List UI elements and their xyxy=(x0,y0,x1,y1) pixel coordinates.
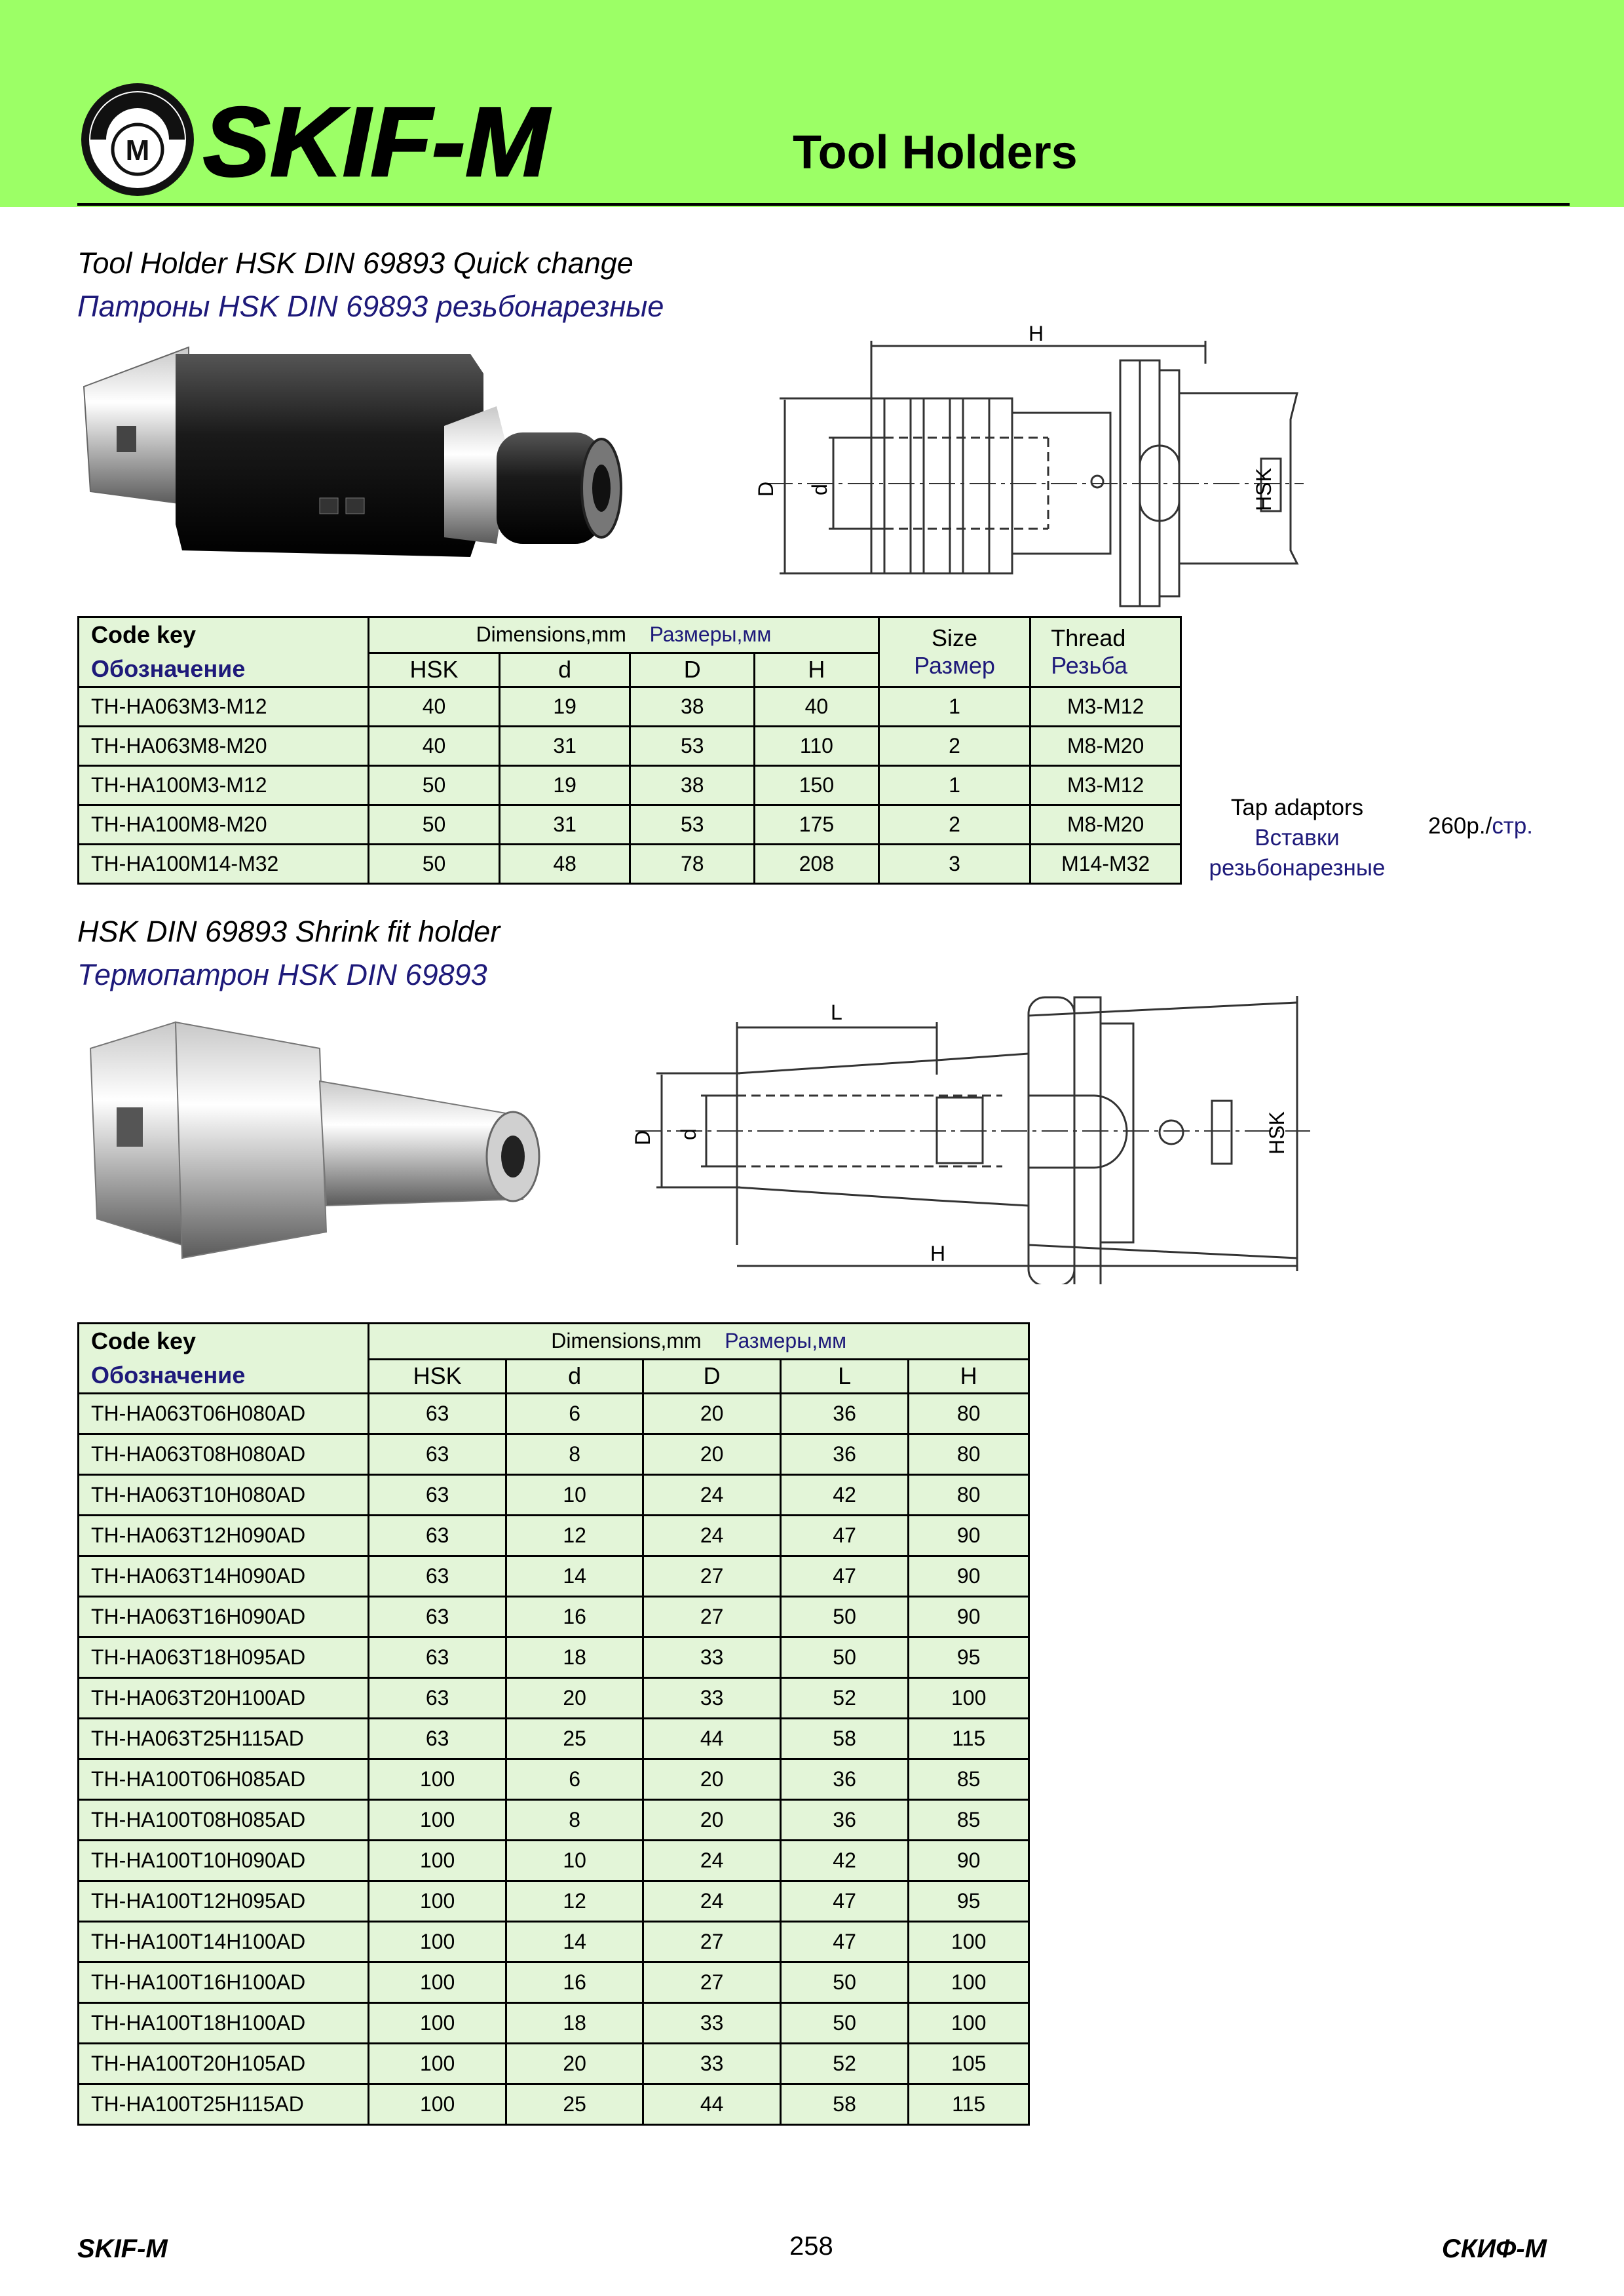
table2-value-cell: 16 xyxy=(506,1962,643,2003)
table2-value-cell: 42 xyxy=(780,1475,909,1516)
table2-value-cell: 33 xyxy=(643,2003,780,2044)
table2-value-cell: 80 xyxy=(909,1434,1029,1475)
table-row xyxy=(79,845,1181,884)
table2-col-hsk: HSK xyxy=(369,1359,506,1393)
svg-text:H: H xyxy=(1029,322,1044,345)
table2-code-cell: TH-HA100T06H085AD xyxy=(79,1759,369,1800)
table2-value-cell: 50 xyxy=(780,1637,909,1678)
table1-code-cell: TH-HA100M14-M32 xyxy=(79,845,369,884)
table2-col-D: D xyxy=(643,1359,780,1393)
table1-value-cell: 2 xyxy=(878,805,1030,845)
table-row xyxy=(79,2003,1029,2044)
table2-value-cell: 63 xyxy=(369,1597,506,1637)
table2-value-cell: 50 xyxy=(780,1962,909,2003)
table2-code-cell: TH-HA100T12H095AD xyxy=(79,1881,369,1922)
table1-value-cell: M3-M12 xyxy=(1030,766,1181,805)
shrink-fit-holder-photo xyxy=(77,1009,549,1271)
table2-value-cell: 100 xyxy=(369,2044,506,2084)
shrink-fit-spec-table xyxy=(77,1322,1030,2126)
table2-value-cell: 100 xyxy=(909,2003,1029,2044)
table2-code-cell: TH-HA100T18H100AD xyxy=(79,2003,369,2044)
table2-value-cell: 95 xyxy=(909,1881,1029,1922)
table1-dimensions-header: Dimensions,mm Размеры,мм xyxy=(369,617,879,653)
table1-value-cell: 48 xyxy=(499,845,630,884)
table2-value-cell: 18 xyxy=(506,1637,643,1678)
table-row xyxy=(79,1475,1029,1516)
table2-code-cell: TH-HA063T20H100AD xyxy=(79,1678,369,1719)
table-row xyxy=(79,1637,1029,1678)
svg-text:D: D xyxy=(631,1130,654,1145)
table1-value-cell: 1 xyxy=(878,766,1030,805)
table2-value-cell: 24 xyxy=(643,1841,780,1881)
table1-value-cell: M14-M32 xyxy=(1030,845,1181,884)
table1-value-cell: 53 xyxy=(630,727,755,766)
table2-value-cell: 27 xyxy=(643,1556,780,1597)
table2-value-cell: 47 xyxy=(780,1556,909,1597)
table2-value-cell: 50 xyxy=(780,2003,909,2044)
table2-value-cell: 10 xyxy=(506,1475,643,1516)
table2-code-cell: TH-HA100T14H100AD xyxy=(79,1922,369,1962)
table-row xyxy=(79,1881,1029,1922)
table2-value-cell: 100 xyxy=(369,1962,506,2003)
table2-value-cell: 100 xyxy=(369,2003,506,2044)
table2-code-cell: TH-HA100T20H105AD xyxy=(79,2044,369,2084)
table2-col-L: L xyxy=(780,1359,909,1393)
table1-size-header: Size Размер xyxy=(878,617,1030,687)
table2-value-cell: 105 xyxy=(909,2044,1029,2084)
table1-value-cell: 53 xyxy=(630,805,755,845)
tap-adaptors-price: 260р./стр. xyxy=(1428,813,1534,839)
table1-value-cell: 50 xyxy=(369,766,500,805)
table-row xyxy=(79,805,1181,845)
table2-value-cell: 50 xyxy=(780,1597,909,1637)
table2-value-cell: 25 xyxy=(506,1719,643,1759)
table2-value-cell: 63 xyxy=(369,1637,506,1678)
table2-value-cell: 115 xyxy=(909,2084,1029,2125)
table2-code-cell: TH-HA063T14H090AD xyxy=(79,1556,369,1597)
table2-value-cell: 100 xyxy=(369,1881,506,1922)
table-row xyxy=(79,2044,1029,2084)
table1-value-cell: 19 xyxy=(499,766,630,805)
table2-value-cell: 18 xyxy=(506,2003,643,2044)
table2-value-cell: 100 xyxy=(369,1759,506,1800)
table1-col-H: H xyxy=(755,653,879,687)
table2-value-cell: 20 xyxy=(643,1800,780,1841)
table2-value-cell: 36 xyxy=(780,1394,909,1434)
skif-m-logo xyxy=(77,77,556,202)
table1-code-cell: TH-HA100M8-M20 xyxy=(79,805,369,845)
table2-value-cell: 44 xyxy=(643,2084,780,2125)
table2-value-cell: 52 xyxy=(780,1678,909,1719)
table1-value-cell: 110 xyxy=(755,727,879,766)
table2-value-cell: 100 xyxy=(909,1922,1029,1962)
table2-value-cell: 85 xyxy=(909,1759,1029,1800)
table2-value-cell: 63 xyxy=(369,1394,506,1434)
table2-code-cell: TH-HA063T06H080AD xyxy=(79,1394,369,1434)
table2-value-cell: 63 xyxy=(369,1719,506,1759)
table2-value-cell: 44 xyxy=(643,1719,780,1759)
table2-value-cell: 33 xyxy=(643,1678,780,1719)
table1-value-cell: 50 xyxy=(369,805,500,845)
svg-text:HSK: HSK xyxy=(1265,1111,1289,1155)
table1-code-key-header: Code key Обозначение xyxy=(79,617,369,687)
table2-code-cell: TH-HA100T10H090AD xyxy=(79,1841,369,1881)
table2-value-cell: 14 xyxy=(506,1556,643,1597)
table-row xyxy=(79,1759,1029,1800)
svg-text:D: D xyxy=(754,481,778,497)
table2-value-cell: 95 xyxy=(909,1637,1029,1678)
table-row xyxy=(79,727,1181,766)
table-row xyxy=(79,1597,1029,1637)
table1-value-cell: 38 xyxy=(630,687,755,727)
table1-value-cell: 38 xyxy=(630,766,755,805)
table2-code-cell: TH-HA063T16H090AD xyxy=(79,1597,369,1637)
table2-value-cell: 100 xyxy=(369,1841,506,1881)
table2-value-cell: 8 xyxy=(506,1434,643,1475)
svg-text:L: L xyxy=(831,1001,842,1024)
svg-text:d: d xyxy=(677,1128,700,1140)
table2-value-cell: 24 xyxy=(643,1881,780,1922)
table2-value-cell: 47 xyxy=(780,1922,909,1962)
table1-value-cell: 40 xyxy=(369,727,500,766)
table-row xyxy=(79,1962,1029,2003)
quick-change-holder-drawing xyxy=(753,315,1317,622)
section1-title-en: Tool Holder HSK DIN 69893 Quick change xyxy=(77,246,633,280)
table2-value-cell: 12 xyxy=(506,1881,643,1922)
table2-value-cell: 36 xyxy=(780,1759,909,1800)
table2-value-cell: 16 xyxy=(506,1597,643,1637)
table1-col-D: D xyxy=(630,653,755,687)
table2-value-cell: 90 xyxy=(909,1841,1029,1881)
section2-title-ru: Термопатрон HSK DIN 69893 xyxy=(77,958,487,991)
table2-code-key-header: Code key Обозначение xyxy=(79,1324,369,1394)
table1-value-cell: 208 xyxy=(755,845,879,884)
svg-text:d: d xyxy=(808,484,831,495)
table1-value-cell: 31 xyxy=(499,727,630,766)
table2-value-cell: 47 xyxy=(780,1516,909,1556)
table2-code-cell: TH-HA100T16H100AD xyxy=(79,1962,369,2003)
table-row xyxy=(79,2084,1029,2125)
table2-value-cell: 80 xyxy=(909,1475,1029,1516)
tap-adaptors-note: Tap adaptors Вставки резьбонарезные xyxy=(1209,795,1386,881)
page-number: 258 xyxy=(789,2232,833,2261)
table2-value-cell: 10 xyxy=(506,1841,643,1881)
table2-value-cell: 100 xyxy=(369,1922,506,1962)
table2-value-cell: 63 xyxy=(369,1678,506,1719)
table1-code-cell: TH-HA063M3-M12 xyxy=(79,687,369,727)
table2-code-cell: TH-HA063T18H095AD xyxy=(79,1637,369,1678)
table-row xyxy=(79,1841,1029,1881)
table2-value-cell: 6 xyxy=(506,1759,643,1800)
table2-value-cell: 63 xyxy=(369,1475,506,1516)
table2-value-cell: 47 xyxy=(780,1881,909,1922)
table1-value-cell: 1 xyxy=(878,687,1030,727)
quick-change-holder-photo xyxy=(77,328,628,577)
table-row xyxy=(79,1678,1029,1719)
table2-value-cell: 6 xyxy=(506,1394,643,1434)
header-divider xyxy=(77,203,1570,206)
table2-value-cell: 27 xyxy=(643,1597,780,1637)
table2-value-cell: 42 xyxy=(780,1841,909,1881)
table2-value-cell: 36 xyxy=(780,1800,909,1841)
table2-code-cell: TH-HA100T08H085AD xyxy=(79,1800,369,1841)
table2-value-cell: 100 xyxy=(909,1678,1029,1719)
page-title: Tool Holders xyxy=(793,126,1078,179)
table1-col-hsk: HSK xyxy=(369,653,500,687)
table2-value-cell: 20 xyxy=(506,1678,643,1719)
table2-col-H: H xyxy=(909,1359,1029,1393)
table2-value-cell: 100 xyxy=(909,1962,1029,2003)
table-row xyxy=(79,766,1181,805)
table2-value-cell: 58 xyxy=(780,2084,909,2125)
table2-code-cell: TH-HA063T25H115AD xyxy=(79,1719,369,1759)
section1-title-ru: Патроны HSK DIN 69893 резьбонарезные xyxy=(77,290,664,323)
table1-value-cell: M3-M12 xyxy=(1030,687,1181,727)
table-row xyxy=(79,1719,1029,1759)
table1-code-cell: TH-HA100M3-M12 xyxy=(79,766,369,805)
table1-code-cell: TH-HA063M8-M20 xyxy=(79,727,369,766)
table2-code-cell: TH-HA100T25H115AD xyxy=(79,2084,369,2125)
table2-dimensions-header: Dimensions,mm Размеры,мм xyxy=(369,1324,1029,1360)
table2-value-cell: 63 xyxy=(369,1434,506,1475)
table2-value-cell: 24 xyxy=(643,1475,780,1516)
footer-brand-ru: СКИФ-М xyxy=(1441,2234,1547,2263)
table1-value-cell: M8-M20 xyxy=(1030,805,1181,845)
table2-value-cell: 27 xyxy=(643,1922,780,1962)
table2-value-cell: 80 xyxy=(909,1394,1029,1434)
table1-value-cell: M8-M20 xyxy=(1030,727,1181,766)
svg-text:SKIF-M: SKIF-M xyxy=(203,86,552,197)
table2-value-cell: 12 xyxy=(506,1516,643,1556)
table1-value-cell: 50 xyxy=(369,845,500,884)
table1-value-cell: 3 xyxy=(878,845,1030,884)
table1-value-cell: 2 xyxy=(878,727,1030,766)
table1-value-cell: 40 xyxy=(369,687,500,727)
table1-value-cell: 150 xyxy=(755,766,879,805)
table2-value-cell: 52 xyxy=(780,2044,909,2084)
svg-text:H: H xyxy=(930,1242,946,1265)
table2-value-cell: 100 xyxy=(369,1800,506,1841)
shrink-fit-holder-drawing xyxy=(622,983,1317,1284)
table-row xyxy=(79,1922,1029,1962)
table2-value-cell: 90 xyxy=(909,1556,1029,1597)
table2-value-cell: 36 xyxy=(780,1434,909,1475)
table-row xyxy=(79,1434,1029,1475)
table2-col-d: d xyxy=(506,1359,643,1393)
table2-value-cell: 27 xyxy=(643,1962,780,2003)
table2-value-cell: 24 xyxy=(643,1516,780,1556)
table2-value-cell: 100 xyxy=(369,2084,506,2125)
table-row xyxy=(79,687,1181,727)
table2-value-cell: 14 xyxy=(506,1922,643,1962)
table2-value-cell: 33 xyxy=(643,1637,780,1678)
quick-change-spec-table xyxy=(77,616,1182,885)
table1-thread-header: Thread Резьба xyxy=(1030,617,1181,687)
table2-value-cell: 63 xyxy=(369,1516,506,1556)
table2-value-cell: 90 xyxy=(909,1597,1029,1637)
table2-value-cell: 20 xyxy=(643,1394,780,1434)
table1-col-d: d xyxy=(499,653,630,687)
table2-code-cell: TH-HA063T08H080AD xyxy=(79,1434,369,1475)
table2-code-cell: TH-HA063T10H080AD xyxy=(79,1475,369,1516)
table-row xyxy=(79,1516,1029,1556)
table2-value-cell: 20 xyxy=(643,1759,780,1800)
table2-code-cell: TH-HA063T12H090AD xyxy=(79,1516,369,1556)
footer-brand-en: SKIF-M xyxy=(77,2234,168,2263)
table2-value-cell: 90 xyxy=(909,1516,1029,1556)
table2-value-cell: 58 xyxy=(780,1719,909,1759)
table2-value-cell: 63 xyxy=(369,1556,506,1597)
svg-text:M: M xyxy=(125,134,150,166)
section2-title-en: HSK DIN 69893 Shrink fit holder xyxy=(77,915,500,948)
table1-value-cell: 19 xyxy=(499,687,630,727)
table2-value-cell: 20 xyxy=(643,1434,780,1475)
table1-value-cell: 175 xyxy=(755,805,879,845)
table2-value-cell: 115 xyxy=(909,1719,1029,1759)
table2-value-cell: 20 xyxy=(506,2044,643,2084)
table1-value-cell: 31 xyxy=(499,805,630,845)
table-row xyxy=(79,1394,1029,1434)
svg-text:HSK: HSK xyxy=(1252,468,1275,511)
table2-value-cell: 85 xyxy=(909,1800,1029,1841)
table1-value-cell: 40 xyxy=(755,687,879,727)
table1-value-cell: 78 xyxy=(630,845,755,884)
table-row xyxy=(79,1800,1029,1841)
table2-value-cell: 25 xyxy=(506,2084,643,2125)
table2-value-cell: 8 xyxy=(506,1800,643,1841)
table-row xyxy=(79,1556,1029,1597)
table2-value-cell: 33 xyxy=(643,2044,780,2084)
